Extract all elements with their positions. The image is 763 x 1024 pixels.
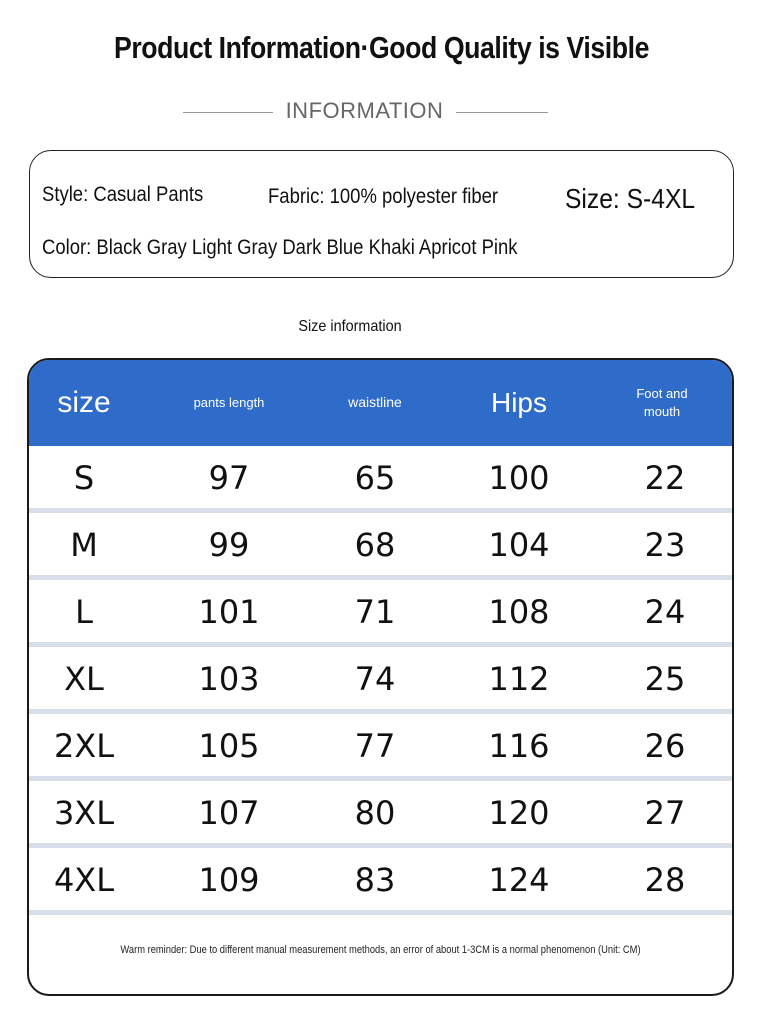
color-text: Color: Black Gray Light Gray Dark Blue Khaki Apricot Pink — [42, 236, 518, 259]
table-cell: 100 — [488, 459, 550, 497]
table-cell: 109 — [198, 861, 260, 899]
table-cell: 26 — [644, 727, 686, 765]
size-table — [27, 358, 734, 996]
table-cell: 74 — [354, 660, 396, 698]
size-information-label: Size information — [298, 318, 402, 335]
table-row — [29, 446, 732, 513]
table-cell: 3XL — [53, 794, 115, 832]
table-cell: 71 — [354, 593, 396, 631]
page-title: Product Information·Good Quality is Visible — [113, 30, 650, 65]
fabric-text: Fabric: 100% polyester fiber — [268, 185, 499, 208]
table-cell: 124 — [488, 861, 550, 899]
table-cell: 28 — [644, 861, 686, 899]
table-row — [29, 513, 732, 580]
table-cell: 120 — [488, 794, 550, 832]
table-cell: 116 — [488, 727, 550, 765]
table-row — [29, 647, 732, 714]
table-cell: M — [70, 526, 98, 564]
table-cell: 99 — [208, 526, 250, 564]
header-pants-length: pants length — [193, 394, 265, 410]
table-cell: 97 — [208, 459, 250, 497]
header-size: size — [57, 386, 111, 419]
table-cell: 24 — [644, 593, 686, 631]
divider-left — [183, 112, 273, 113]
table-cell: XL — [64, 660, 104, 698]
header-foot-and-mouth: Foot and mouth — [636, 385, 688, 419]
product-info-box — [29, 150, 734, 278]
table-cell: 77 — [354, 727, 396, 765]
table-row — [29, 714, 732, 781]
table-cell: 108 — [488, 593, 550, 631]
header-waistline: waistline — [348, 394, 402, 411]
table-header — [29, 360, 732, 446]
size-range-text: Size: S-4XL — [565, 183, 696, 214]
table-cell: 103 — [198, 660, 260, 698]
information-heading — [0, 98, 763, 128]
divider-right — [456, 112, 548, 113]
table-cell: 80 — [354, 794, 396, 832]
style-text: Style: Casual Pants — [42, 183, 204, 206]
table-cell: 112 — [488, 660, 550, 698]
measurement-note: Warm reminder: Due to different manual measurement methods, an error of about 1-3CM is a normal phenomenon (Unit: CM) — [120, 944, 641, 956]
row-separator — [29, 910, 732, 915]
table-cell: 101 — [198, 593, 260, 631]
table-cell: 107 — [198, 794, 260, 832]
table-row — [29, 781, 732, 848]
table-cell: 27 — [644, 794, 686, 832]
table-cell: 23 — [644, 526, 686, 564]
table-cell: 4XL — [53, 861, 115, 899]
table-cell: L — [75, 593, 93, 631]
table-cell: 25 — [644, 660, 686, 698]
information-label: INFORMATION — [285, 98, 444, 123]
header-hips: Hips — [490, 387, 547, 419]
table-row — [29, 848, 732, 915]
table-cell: 104 — [488, 526, 550, 564]
table-cell: 105 — [198, 727, 260, 765]
table-cell: 68 — [354, 526, 396, 564]
table-row — [29, 580, 732, 647]
table-cell: 83 — [354, 861, 396, 899]
table-cell: 65 — [354, 459, 396, 497]
table-cell: 2XL — [53, 727, 115, 765]
table-cell: 22 — [644, 459, 686, 497]
table-cell: S — [73, 459, 95, 497]
